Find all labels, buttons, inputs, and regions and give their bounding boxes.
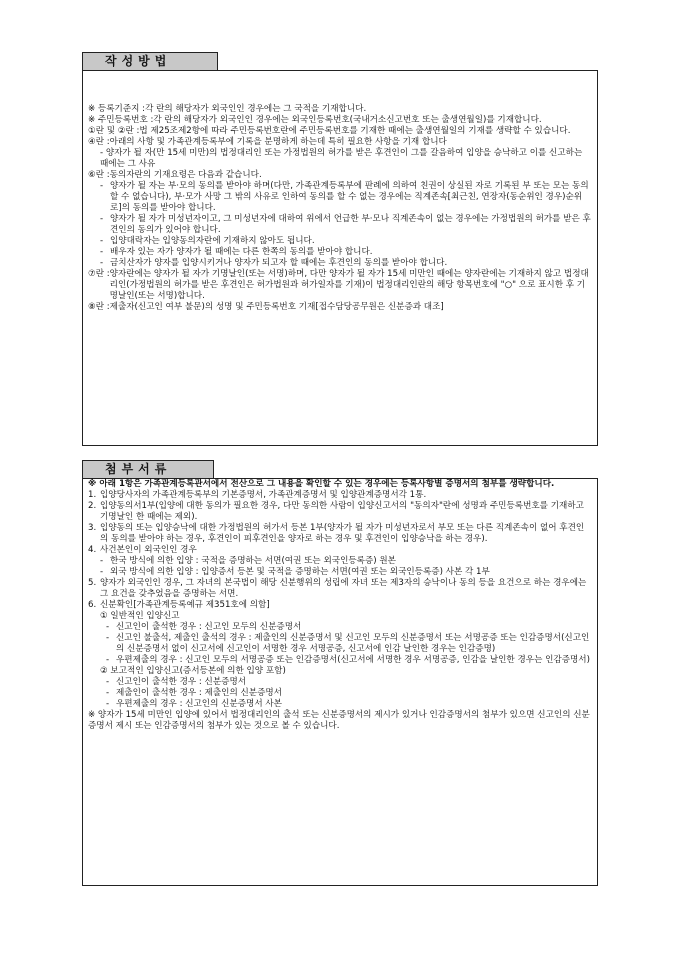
list-item: - 신고인이 출석한 경우 : 신고인 모두의 신분증명서 [106, 622, 592, 633]
item-label: ①란 및 ②란 : [88, 126, 140, 136]
item-label: ⑧란 : [88, 302, 110, 312]
attachments-content [88, 479, 592, 732]
item-label: ※ 등록기준지 : [88, 104, 146, 114]
list-item-text: 배우자 있는 자가 양자가 될 때에는 다른 한쪽의 동의를 받아야 합니다. [110, 247, 373, 257]
item-text: 사건본인이 외국인인 경우 [100, 545, 197, 555]
general-subs [88, 622, 592, 666]
item-text: 양자란에는 양자가 될 자가 기명날인(또는 서명)하며, 다만 양자가 될 자가 15세 미만인 때에는 양자란에는 기재하지 않고 법정대리인(가정법원의 허가를 받은 후견인은 허가법원과 허가일자를 기재)이 법정대리인란의 해당 항목번호에 "○" 으로 표시한 후 기명날인(또는 서명)합니다. [109, 269, 589, 301]
item-registration-base [88, 104, 592, 115]
attachments-note: ※ 아래 1항은 가족관계등록관서에서 전산으로 그 내용을 확인할 수 있는 경우에는 등록사항별 증명서의 첨부를 생략합니다. [88, 479, 555, 489]
item-4-subs [88, 556, 592, 578]
list-item-text: 신고인 불출석, 제출인 출석의 경우 : 제출인의 신분증명서 및 신고인 모두의 신분증명서 또는 서명공증 또는 인감증명서(신고인의 신분증명서 없이 신고서에 신고인이 서명한 경우 서명공증, 신고서에 인감 날인한 경우는 인감증명) [116, 633, 590, 654]
report-title: ② 보고적인 입양신고(증서등본에 의한 입양 포함) [100, 666, 286, 676]
list-item [88, 545, 592, 556]
list-item-text: 우편제출의 경우 : 신고인의 신분증명서 사본 [116, 699, 282, 709]
list-item-text: 제출인이 출석한 경우 : 제출인의 신분증명서 [116, 688, 282, 698]
list-item-text: 금치산자가 양자를 입양시키거나 양자가 되고자 할 때에는 후견인의 동의를 받아야 합니다. [110, 258, 448, 268]
list-item-text: 양자가 될 자는 부·모의 동의를 받아야 하며(다만, 가족관계등록부에 판례에 의하여 친권이 상실된 자로 기록된 부 또는 모는 동의할 수 없습니다), 부·모가 사망 그 밖의 사유로 인하여 동의를 할 수 없는 경우에는 직계존속[최근친, 연장자(동순위인 경우)순위로]의 동의를 받아야 합니다. [110, 181, 589, 213]
list-item-text: 양자가 될 자가 미성년자이고, 그 미성년자에 대하여 위에서 언급한 부·모나 직계존속이 없는 경우에는 가정법원의 허가를 받은 후견인의 동의가 있어야 합니다. [110, 214, 591, 235]
report-subs [88, 677, 592, 710]
list-item: - 양자가 될 자가 미성년자이고, 그 미성년자에 대하여 위에서 언급한 부·모나 직계존속이 없는 경우에는 가정법원의 허가를 받은 후견인의 동의가 있어야 합니다. [100, 214, 591, 235]
item-resident-number [88, 115, 592, 126]
item-number: 3. [88, 523, 97, 533]
item-label: ※ 주민등록번호 : [88, 115, 154, 125]
list-item: - 우편제출의 경우 : 신고인의 신분증명서 사본 [106, 699, 592, 710]
item-text: 신분확인[가족관계등록예규 제351호에 의함] [100, 600, 270, 610]
item-label: ④란 : [88, 137, 110, 147]
attachments-title: 첨부서류 [82, 460, 214, 479]
item-number: 4. [88, 545, 97, 555]
final-note: ※ 양자가 15세 미만인 입양에 있어서 법정대리인의 출석 또는 신분증명서의 제시가 있거나 인감증명서의 첨부가 있으면 신고인의 신분증명서 제시 또는 인감증명서의 첨부가 있는 것으로 볼 수 있습니다. [88, 710, 590, 731]
item-text: 입양동의서1부(입양에 대한 동의가 필요한 경우, 다만 동의한 사람이 입양신고서의 "동의자"란에 성명과 주민등록번호를 기재하고 기명날인 한 때에는 제외). [100, 501, 584, 522]
list-item [88, 523, 592, 545]
item-text: 제출자(신고인 여부 불문)의 성명 및 주민등록번호 기재[접수담당공무원은 신분증과 대조] [109, 302, 444, 312]
list-item-text: 우편제출의 경우 : 신고인 모두의 서명공증 또는 인감증명서(신고서에 서명한 경우 서명공증, 인감을 날인한 경우는 인감증명서) [116, 655, 590, 665]
list-item-text: 외국 방식에 의한 입양 : 입양증서 등본 및 국적을 증명하는 서면(여권 또는 외국인등록증) 사본 각 1부 [110, 567, 490, 577]
item-8 [88, 302, 592, 313]
list-item: - 입양대락자는 입양동의자란에 기재하지 않아도 됩니다. [100, 236, 592, 247]
list-item [88, 578, 592, 600]
list-item: - 신고인 불출석, 제출인 출석의 경우 : 제출인의 신분증명서 및 신고인 모두의 신분증명서 또는 서명공증 또는 인감증명서(신고인의 신분증명서 없이 신고서에 신고인이 서명한 경우 서명공증, 신고서에 인감 날인한 경우는 인감증명) [106, 633, 592, 655]
list-item: - 우편제출의 경우 : 신고인 모두의 서명공증 또는 인감증명서(신고서에 서명한 경우 서명공증, 인감을 날인한 경우는 인감증명서) [106, 655, 592, 666]
item-text: 법 제25조제2항에 따라 주민등록번호란에 주민등록번호를 기재한 때에는 출생연월일의 기재를 생략할 수 있습니다. [139, 126, 571, 136]
list-item: - 신고인이 출석한 경우 : 신분증명서 [106, 677, 592, 688]
list-item-text: 입양대락자는 입양동의자란에 기재하지 않아도 됩니다. [110, 236, 315, 246]
list-item [88, 600, 592, 611]
list-item-text: 한국 방식에 의한 입양 : 국적을 증명하는 서면(여권 또는 외국인등록증) 원본 [110, 556, 396, 566]
item-text: 각 란의 해당자가 외국인인 경우에는 그 국적을 기재합니다. [145, 104, 367, 114]
item-6 [88, 170, 592, 181]
item-label: ⑥란 : [88, 170, 110, 180]
item-text: 아래의 사항 및 가족관계등록부에 기록을 분명하게 하는데 특히 필요한 사항을 기재 합니다 [109, 137, 447, 147]
item-number: 2. [88, 501, 97, 511]
item-6-subs [88, 181, 592, 269]
item-4-sub: - 양자가 될 자(만 15세 미만)의 법정대리인 또는 가정법원의 허가를 받은 후견인이 그를 갈음하여 입양을 승낙하고 이를 신고하는 때에는 그 사유 [100, 148, 583, 169]
general-title: ① 일반적인 입양신고 [100, 611, 180, 621]
list-item: - 제출인이 출석한 경우 : 제출인의 신분증명서 [106, 688, 592, 699]
list-item: - 금치산자가 양자를 입양시키거나 양자가 되고자 할 때에는 후견인의 동의를 받아야 합니다. [100, 258, 592, 269]
item-number: 6. [88, 600, 97, 610]
item-text: 입양당사자의 가족관계등록부의 기본증명서, 가족관계증명서 및 입양관계증명서각 1통. [100, 490, 427, 500]
list-item: - 양자가 될 자는 부·모의 동의를 받아야 하며(다만, 가족관계등록부에 판례에 의하여 친권이 상실된 자로 기록된 부 또는 모는 동의할 수 없습니다), 부·모가 사망 그 밖의 사유로 인하여 동의를 할 수 없는 경우에는 직계존속[최근친, 연장자(동순위인 경우)순위로]의 동의를 받아야 합니다. [100, 181, 592, 214]
list-item [88, 490, 592, 501]
item-text: 양자가 외국인인 경우, 그 자녀의 본국법이 해당 신분행위의 성립에 자녀 또는 제3자의 승낙이나 동의 등을 요건으로 하는 경우에는 그 요건을 갖추었음을 증명하는 서면. [100, 578, 587, 599]
list-item: - 외국 방식에 의한 입양 : 입양증서 등본 및 국적을 증명하는 서면(여권 또는 외국인등록증) 사본 각 1부 [100, 567, 592, 578]
item-7 [88, 269, 592, 302]
list-item-text: 신고인이 출석한 경우 : 신분증명서 [116, 677, 247, 687]
item-text: 입양동의 또는 입양승낙에 대한 가정법원의 허가서 등본 1부(양자가 될 자가 미성년자로서 부모 또는 다른 직계존속이 없어 후견인의 동의를 받아야 하는 경우, 후견인이 피후견인을 양자로 하는 경우 및 후견인이 입양승낙을 하는 경우). [100, 523, 585, 544]
item-1-2 [88, 126, 592, 137]
writing-method-content [88, 104, 592, 313]
item-number: 1. [88, 490, 97, 500]
list-item [88, 501, 592, 523]
item-text: 각 란의 해당자가 외국인인 경우에는 외국인등록번호(국내거소신고번호 또는 출생연월일)를 기재합니다. [153, 115, 542, 125]
list-item: - 배우자 있는 자가 양자가 될 때에는 다른 한쪽의 동의를 받아야 합니다. [100, 247, 592, 258]
item-4 [88, 137, 592, 148]
item-label: ⑦란 : [88, 269, 110, 279]
list-item-text: 신고인이 출석한 경우 : 신고인 모두의 신분증명서 [116, 622, 302, 632]
item-text: 동의자란의 기재요령은 다음과 같습니다. [109, 170, 262, 180]
item-number: 5. [88, 578, 97, 588]
writing-method-title: 작성방법 [82, 52, 218, 71]
list-item: - 한국 방식에 의한 입양 : 국적을 증명하는 서면(여권 또는 외국인등록증) 원본 [100, 556, 592, 567]
